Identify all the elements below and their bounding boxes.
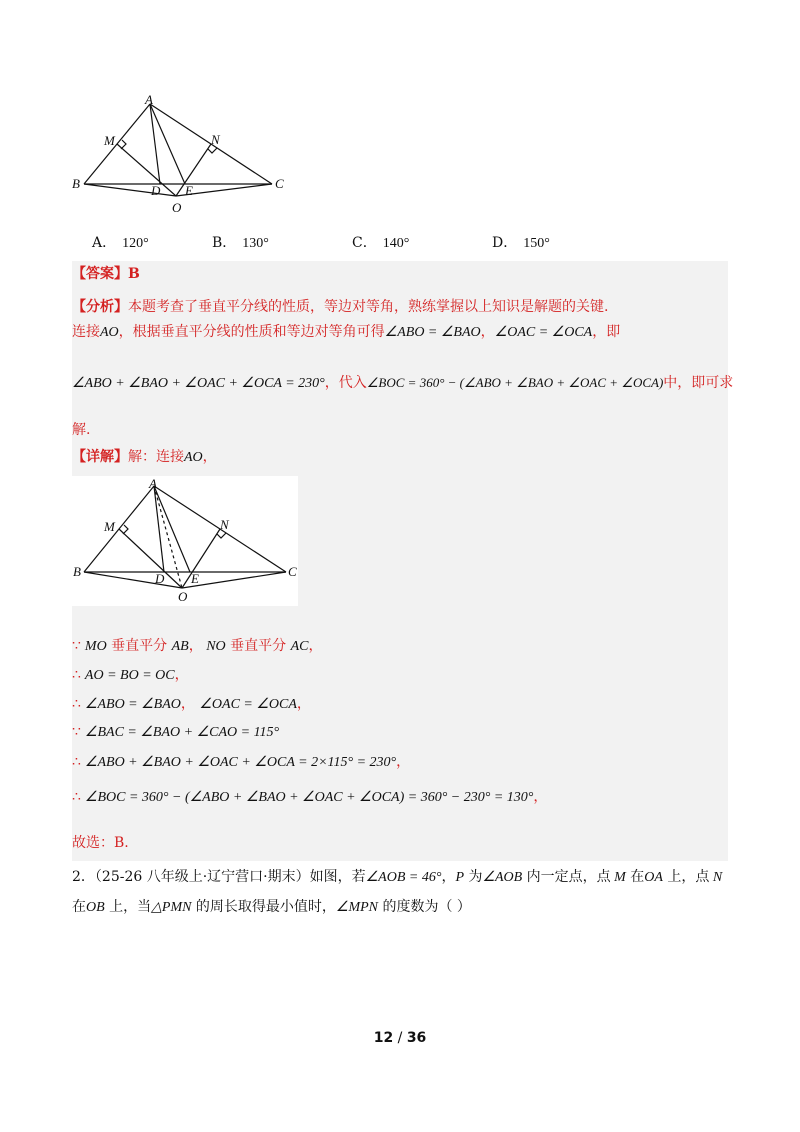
logic-symbol: ∴ xyxy=(72,754,81,770)
text: 2．（25-26 八年级上·辽宁营口·期末）如图，若 xyxy=(72,869,366,885)
label-c: C xyxy=(275,176,284,191)
text: ， xyxy=(480,324,495,340)
analysis-line-4 xyxy=(72,420,90,440)
logic-symbol: ∴ xyxy=(72,789,81,805)
math: ∠BAC = ∠BAO + ∠CAO = 115° xyxy=(84,725,280,740)
math: ∠OAC = ∠OCA xyxy=(199,697,297,712)
text: ， xyxy=(202,449,217,465)
text: ， xyxy=(180,696,200,712)
detail-tag: 【详解】 xyxy=(72,449,128,465)
text: 内一定点，点 xyxy=(522,869,611,885)
text: 在 xyxy=(625,869,645,885)
math: OB xyxy=(86,900,105,915)
math: AO xyxy=(184,450,203,465)
text: ， xyxy=(188,638,203,654)
text: 中，即可求 xyxy=(663,375,734,391)
math: △PMN xyxy=(151,900,192,915)
option-c[interactable] xyxy=(352,232,409,252)
math: ∠ABO + ∠BAO + ∠OAC + ∠OCA = 2×115° = 230° xyxy=(84,755,397,770)
option-a[interactable] xyxy=(92,232,149,252)
option-letter: D． xyxy=(492,235,518,251)
label-m: M xyxy=(104,519,115,534)
total-pages: 36 xyxy=(406,1030,427,1046)
option-b[interactable] xyxy=(212,232,269,252)
text: ，根据垂直平分线的性质和等边对等角可得 xyxy=(118,324,385,340)
answer-value: B xyxy=(128,266,140,282)
page-number xyxy=(0,1030,800,1046)
math: ∠OAC = ∠OCA xyxy=(494,325,593,340)
text: ， xyxy=(441,869,456,885)
label-c: C xyxy=(288,564,297,579)
answer-tag: 【答案】 xyxy=(72,266,128,282)
math: ∠AOB xyxy=(482,870,523,885)
math: ∠MPN xyxy=(335,900,379,915)
label-n: N xyxy=(211,132,220,147)
text: ， xyxy=(533,789,548,805)
text: 上，当 xyxy=(104,899,152,915)
option-letter: C． xyxy=(352,235,377,251)
text: 上，点 xyxy=(662,869,710,885)
option-value: 140° xyxy=(382,236,410,251)
analysis-line-3 xyxy=(72,373,733,394)
option-letter: B． xyxy=(212,235,237,251)
text: 在 xyxy=(72,899,86,915)
text: 解. xyxy=(72,422,91,438)
detail-step xyxy=(72,787,547,808)
math: N xyxy=(709,870,723,885)
text: 解：连接 xyxy=(128,449,184,465)
text: ，即 xyxy=(592,324,621,340)
detail-step xyxy=(72,722,279,743)
detail-intro xyxy=(72,447,217,468)
math: ∠ABO = ∠BAO xyxy=(84,697,181,712)
math: ∠BOC = 360° − (∠ABO + ∠BAO + ∠OAC + ∠OCA) xyxy=(366,375,664,390)
label-d: D xyxy=(151,183,161,198)
question-2-line-2 xyxy=(72,897,471,918)
analysis-line-1 xyxy=(72,297,608,317)
label-a: A xyxy=(145,92,153,107)
text: ， xyxy=(396,754,411,770)
answer-line xyxy=(72,264,140,284)
logic-symbol: ∴ xyxy=(72,667,81,683)
logic-symbol: ∴ xyxy=(72,696,81,712)
detail-step xyxy=(72,665,189,686)
math: NO xyxy=(202,639,226,654)
option-d[interactable] xyxy=(492,232,550,252)
label-d: D xyxy=(155,571,165,586)
math: AB xyxy=(171,639,189,654)
label-e: E xyxy=(185,183,193,198)
text: 垂直平分 xyxy=(106,638,172,654)
label-b: B xyxy=(72,176,80,191)
option-value: 120° xyxy=(122,236,149,251)
label-e: E xyxy=(191,571,199,586)
text: 的周长取得最小值时， xyxy=(191,899,336,915)
detail-step xyxy=(72,694,311,715)
page-separator: / xyxy=(393,1030,407,1046)
label-n: N xyxy=(220,517,229,532)
label-a: A xyxy=(149,476,157,491)
triangle-figure-top xyxy=(68,92,298,217)
current-page: 12 xyxy=(373,1030,394,1046)
text: 的度数为（ ） xyxy=(378,899,471,915)
logic-symbol: ∵ xyxy=(72,724,81,740)
math: M xyxy=(610,870,626,885)
text: 连接 xyxy=(72,324,100,340)
math: MO xyxy=(84,639,107,654)
math: P xyxy=(455,870,464,885)
detail-step xyxy=(72,636,322,657)
option-value: 130° xyxy=(242,236,269,251)
detail-choose xyxy=(72,833,129,853)
detail-step xyxy=(72,752,410,773)
text: 为 xyxy=(464,869,483,885)
logic-symbol: ∵ xyxy=(72,638,81,654)
analysis-tag: 【分析】 xyxy=(72,299,128,315)
math: ∠ABO = ∠BAO xyxy=(384,325,481,340)
math: AO = BO = OC xyxy=(84,668,175,683)
label-m: M xyxy=(104,133,115,148)
math: AO xyxy=(100,325,119,340)
analysis-text: 本题考查了垂直平分线的性质，等边对等角，熟练掌握以上知识是解题的关键. xyxy=(128,299,609,315)
text: 垂直平分 xyxy=(225,638,291,654)
option-letter: A． xyxy=(92,235,117,251)
label-o: O xyxy=(172,200,182,215)
text: ， xyxy=(296,696,311,712)
option-value: 150° xyxy=(523,236,550,251)
text: 故选：B. xyxy=(72,835,129,851)
text: ， xyxy=(308,638,323,654)
math: ∠ABO + ∠BAO + ∠OAC + ∠OCA = 230° xyxy=(72,376,325,391)
text: ，代入 xyxy=(324,375,367,391)
math: AC xyxy=(290,639,309,654)
label-b: B xyxy=(73,564,81,579)
label-o: O xyxy=(178,589,188,604)
math: OA xyxy=(644,870,663,885)
math: ∠BOC = 360° − (∠ABO + ∠BAO + ∠OAC + ∠OCA) = 360° − 230° = 130° xyxy=(84,790,534,805)
triangle-figure-detail xyxy=(72,476,298,606)
text: ， xyxy=(174,667,189,683)
math: ∠AOB = 46° xyxy=(365,870,442,885)
analysis-line-2 xyxy=(72,322,620,343)
question-2-line-1 xyxy=(72,867,722,888)
